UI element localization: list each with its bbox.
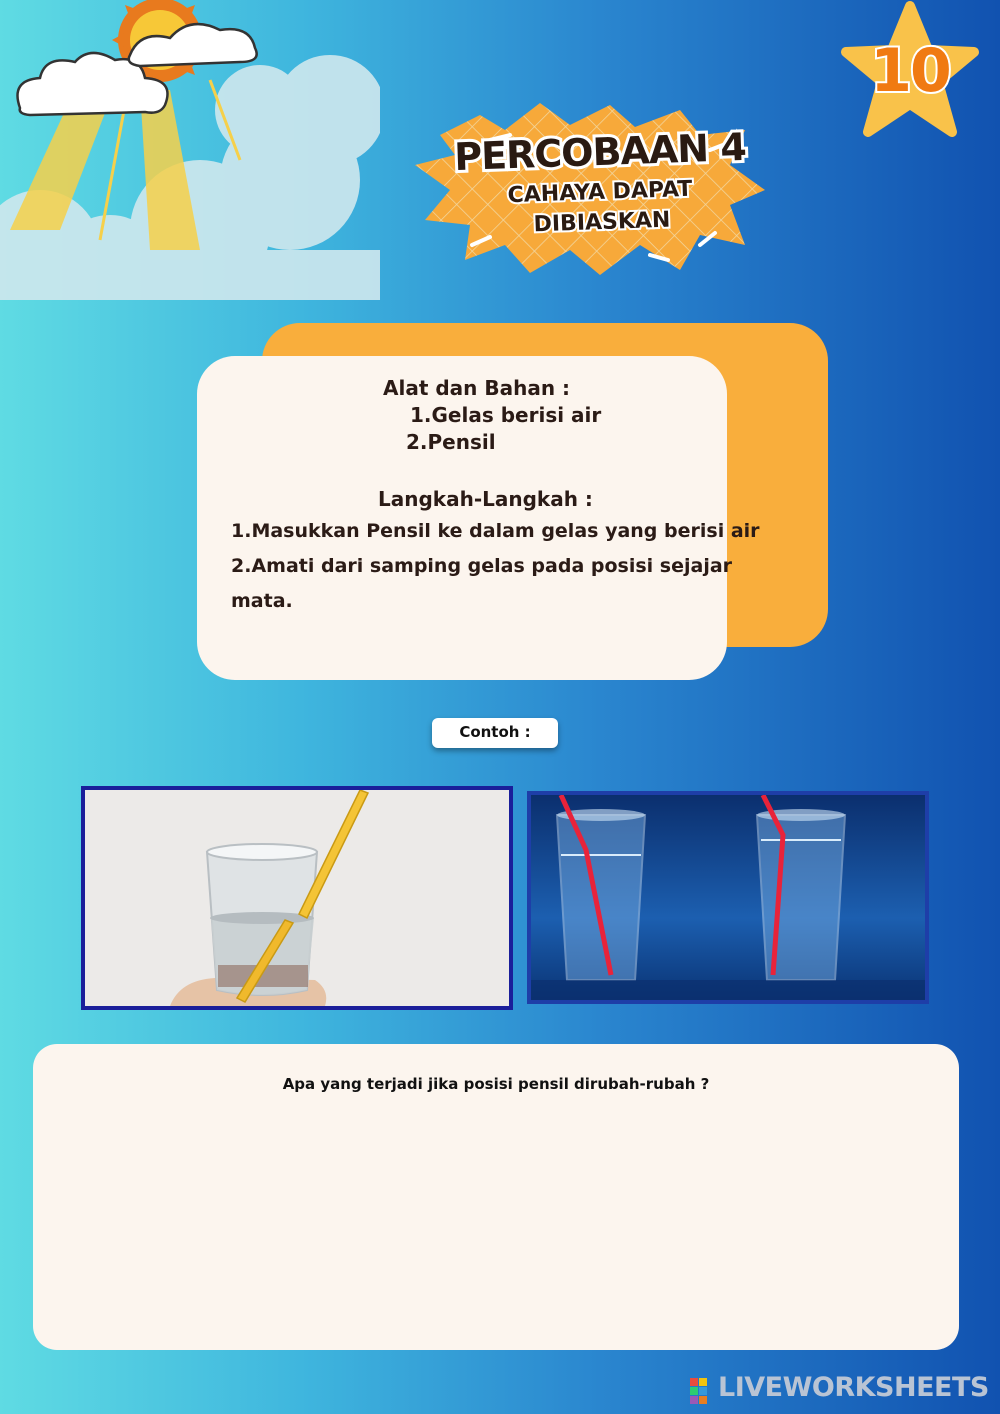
worksheet-title: PERCOBAAN 4 <box>453 124 747 180</box>
question-text: Apa yang terjadi jika posisi pensil dirubah-rubah ? <box>282 1075 710 1093</box>
materials-item: 1.Gelas berisi air <box>410 403 602 427</box>
sun-cloud-illustration <box>0 0 380 300</box>
liveworksheets-brand: LIVEWORKSHEETS <box>718 1372 989 1403</box>
pencil-glass-photo <box>81 786 513 1010</box>
steps-heading: Langkah-Langkah : <box>378 487 593 511</box>
steps-item: 2.Amati dari samping gelas pada posisi sejajar <box>231 555 733 577</box>
example-label: Contoh : <box>432 718 558 748</box>
liveworksheets-logo-icon <box>690 1378 718 1404</box>
straw-glasses-photo <box>527 791 929 1004</box>
steps-item: 1.Masukkan Pensil ke dalam gelas yang berisi air <box>231 520 760 542</box>
materials-heading: Alat dan Bahan : <box>383 376 571 400</box>
steps-item: mata. <box>231 590 293 612</box>
worksheet-subtitle-line-1: CAHAYA DAPAT <box>507 176 693 209</box>
materials-item: 2.Pensil <box>406 430 496 454</box>
page-number: 10 <box>870 36 950 106</box>
worksheet-subtitle-line-2: DIBIASKAN <box>533 207 671 238</box>
